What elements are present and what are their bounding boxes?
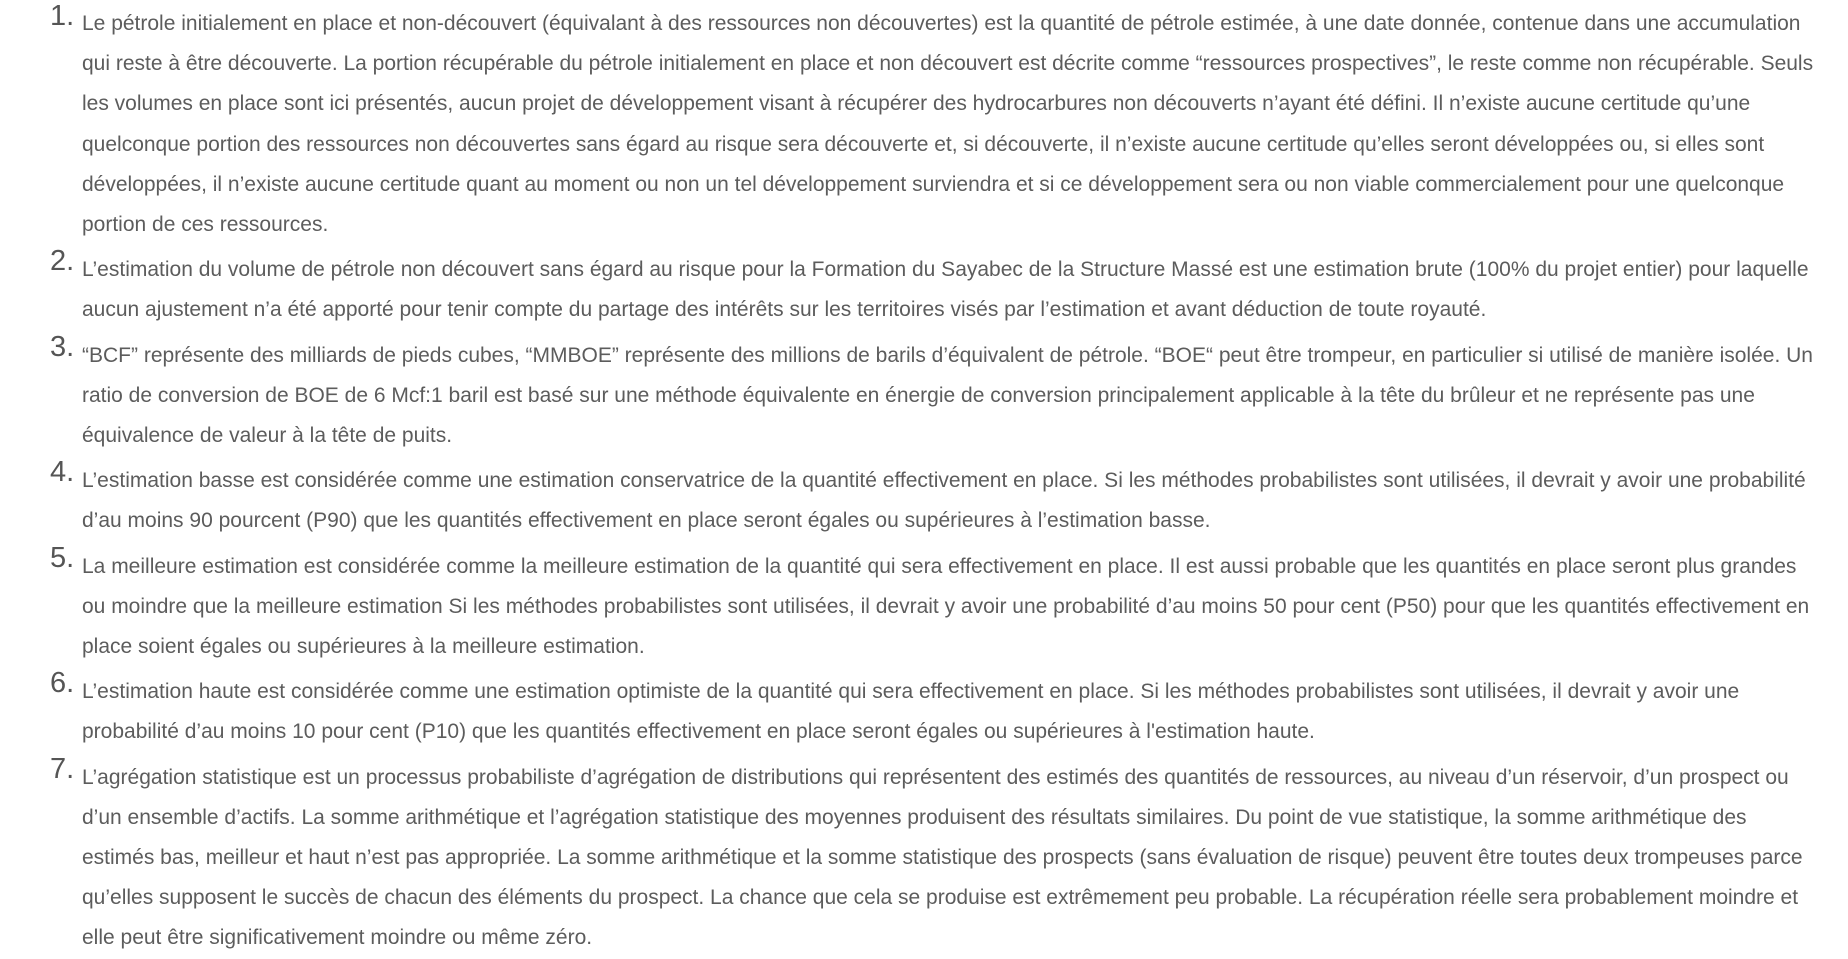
footnote-5 — [0, 542, 1848, 668]
footnote-1 — [0, 0, 1848, 245]
footnote-3 — [0, 331, 1848, 457]
footnote-text: “BCF” représente des milliards de pieds cubes, “MMBOE” représente des millions de barils d’équivalent de pétrole. “BOE“ peut être trompeur, en particulier si utilisé de manière isolée. Un ratio de conversion de BOE de 6 Mcf:1 baril est basé sur une méthode équivalente en énergie de conversion principalement applicable à la tête du brûleur et ne représente pas une équivalence de valeur à la tête de puits. — [82, 343, 1813, 448]
footnote-6 — [0, 667, 1848, 752]
footnote-text: Le pétrole initialement en place et non-découvert (équivalant à des ressources non découvertes) est la quantité de pétrole estimée, à une date donnée, contenue dans une accumulation qui reste à être découverte. La portion récupérable du pétrole initialement en place et non découvert est décrite comme “ressources prospectives”, le reste comme non récupérable. Seuls les volumes en place sont ici présentés, aucun projet de développement visant à récupérer des hydrocarbures non découverts n’ayant été défini. Il n’existe aucune certitude qu’une quelconque portion des ressources non découvertes sans égard au risque sera découverte et, si découverte, il n’existe aucune certitude qu’elles seront développées ou, si elles sont développées, il n’existe aucune certitude quant au moment ou non un tel développement surviendra et si ce développement sera ou non viable commercialement pour une quelconque portion de ces ressources. — [82, 12, 1814, 237]
footnote-number: 4. — [50, 456, 75, 489]
footnote-number: 2. — [50, 245, 75, 278]
footnote-7 — [0, 753, 1848, 959]
footnote-number: 5. — [50, 541, 75, 574]
footnote-4 — [0, 456, 1848, 541]
footnote-2 — [0, 245, 1848, 330]
footnote-text: L’estimation du volume de pétrole non découvert sans égard au risque pour la Formation du Sayabec de la Structure Massé est une estimation brute (100% du projet entier) pour laquelle aucun ajustement n’a été apporté pour tenir compte du partage des intérêts sur les territoires visés par l’estimation et avant déduction de toute royauté. — [82, 258, 1809, 322]
footnote-text: L’estimation haute est considérée comme une estimation optimiste de la quantité qui sera effectivement en place. Si les méthodes probabilistes sont utilisées, il devrait y avoir une probabilité d’au moins 10 pour cent (P10) que les quantités effectivement en place seront égales ou supérieures à l'estimation haute. — [82, 680, 1740, 744]
footnote-number: 3. — [50, 330, 75, 363]
footnote-text: La meilleure estimation est considérée comme la meilleure estimation de la quantité qui sera effectivement en place. Il est aussi probable que les quantités en place seront plus grandes ou moindre que la meilleure estimation Si les méthodes probabilistes sont utilisées, il devrait y avoir une probabilité d’au moins 50 pour cent (P50) pour que les quantités effectivement en place soient égales ou supérieures à la meilleure estimation. — [82, 554, 1810, 659]
footnote-text: L’estimation basse est considérée comme une estimation conservatrice de la quantité effectivement en place. Si les méthodes probabilistes sont utilisées, il devrait y avoir une probabilité d’au moins 90 pourcent (P90) que les quantités effectivement en place seront égales ou supérieures à l’estimation basse. — [82, 469, 1806, 533]
footnote-text: L’agrégation statistique est un processus probabiliste d’agrégation de distributions qui représentent des estimés des quantités de ressources, au niveau d’un réservoir, d’un prospect ou d’un ensemble d’actifs. La somme arithmétique et l’agrégation statistique des moyennes produisent des résultats similaires. Du point de vue statistique, la somme arithmétique des estimés bas, meilleur et haut n’est pas appropriée. La somme arithmétique et la somme statistique des prospects (sans évaluation de risque) peuvent être toutes deux trompeuses parce qu’elles supposent le succès de chacun des éléments du prospect. La chance que cela se produise est extrêmement peu probable. La récupération réelle sera probablement moindre et elle peut être significativement moindre ou même zéro. — [82, 765, 1803, 950]
footnote-number: 1. — [50, 0, 75, 32]
footnote-number: 7. — [50, 752, 75, 785]
footnote-number: 6. — [50, 667, 75, 700]
